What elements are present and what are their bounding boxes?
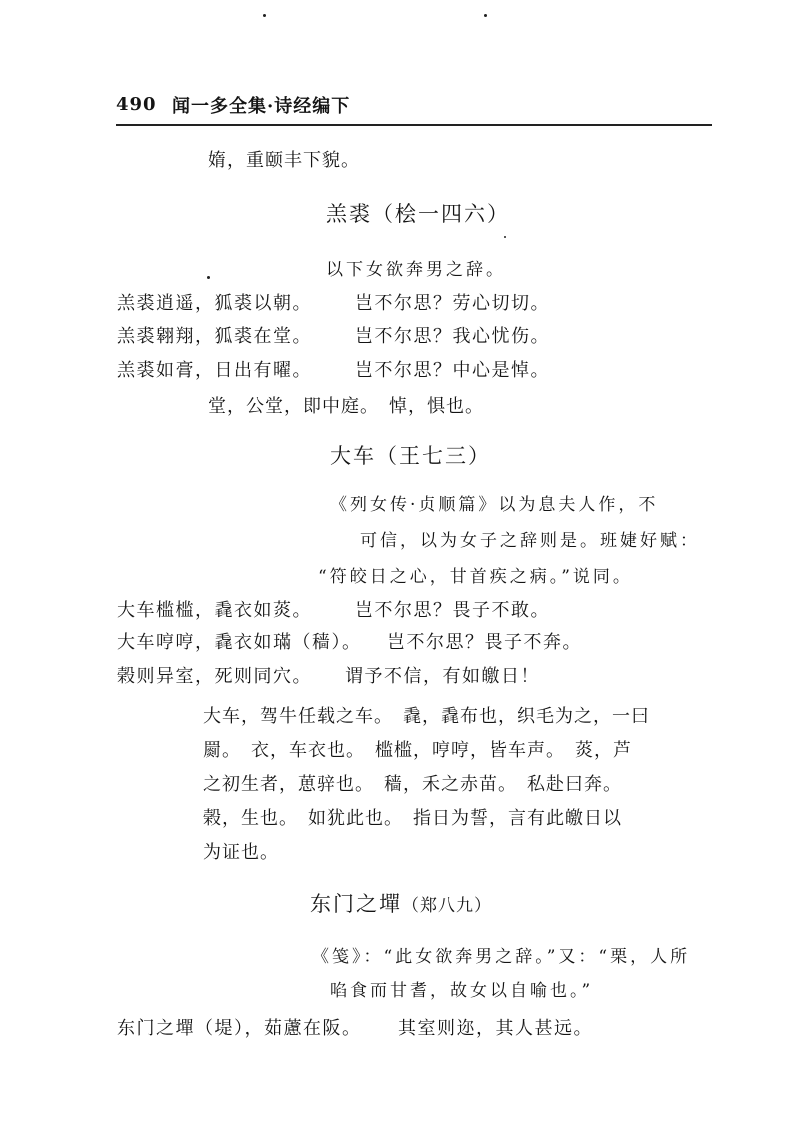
section-note: 可信，以为女子之辞则是。班婕好赋：: [360, 531, 700, 551]
section-title-main: 东门之墠: [310, 892, 402, 916]
verse-line-a: 大车哼哼，毳衣如璊（穑）。: [117, 632, 362, 653]
section-note: 啗食而甘耆，故女以自喻也。”: [330, 981, 594, 1001]
section-title: [310, 888, 492, 918]
section-note: 《笺》：“此女欲奔男之辞。”又：“栗，人所: [312, 947, 691, 967]
scan-speck: [504, 236, 506, 238]
gloss-line: 榖，生也。 如犹此也。 指日为誓，言有此皦日以: [203, 808, 622, 829]
verse-line-b: 谓予不信，有如皦日！: [345, 666, 540, 687]
gloss-line: 为证也。: [203, 842, 279, 863]
continuation-text: 媠，重颐丰下貌。: [208, 150, 360, 171]
gloss-line: 之初生者，葸骍也。 穑，禾之赤苗。 私赴曰奔。: [203, 774, 622, 795]
gloss-line: 大车，驾牛任载之车。 毳，毳布也，织毛为之，一曰: [203, 706, 650, 727]
verse-line-a: 榖则异室，死则同穴。: [117, 666, 312, 687]
section-title: 羔裘（桧一四六）: [326, 202, 510, 226]
verse-line-b: 岂不尔思？畏子不敢。: [355, 600, 550, 621]
section-note: 《列女传·贞顺篇》以为息夫人作，不: [330, 495, 659, 515]
running-header-title: 闻一多全集·诗经编下: [172, 96, 351, 117]
verse-line-a: 羔裘翱翔，狐裘在堂。: [117, 326, 312, 347]
verse-line-a: 东门之墠（堤），茹藘在阪。: [117, 1018, 362, 1039]
section-note: “符皎日之心，甘首疾之病。”说同。: [318, 567, 633, 587]
scan-speck: [207, 276, 210, 279]
gloss-line: 罽。 衣，车衣也。 槛槛，哼哼，皆车声。 菼，芦: [203, 740, 632, 761]
scan-speck: [484, 14, 487, 17]
verse-line-b: 岂不尔思？中心是悼。: [355, 360, 550, 381]
verse-line-b: 其室则迩，其人甚远。: [398, 1018, 593, 1039]
verse-line-a: 大车槛槛，毳衣如菼。: [117, 600, 312, 621]
section-note: 以下女欲奔男之辞。: [326, 260, 506, 280]
section-title-sub: （郑八九）: [402, 896, 492, 916]
verse-line-b: 岂不尔思？我心忧伤。: [355, 326, 550, 347]
verse-line-a: 羔裘逍遥，狐裘以朝。: [117, 293, 312, 314]
verse-line-b: 岂不尔思？劳心切切。: [355, 293, 550, 314]
scan-speck: [263, 14, 266, 17]
page-number: 490: [116, 94, 157, 115]
verse-line-a: 羔裘如膏，日出有曜。: [117, 360, 312, 381]
header-rule: [116, 124, 712, 126]
verse-line-b: 岂不尔思？畏子不奔。: [387, 632, 582, 653]
section-title: 大车（王七三）: [330, 444, 491, 468]
gloss-line: 堂，公堂，即中庭。 悼，惧也。: [208, 396, 484, 417]
